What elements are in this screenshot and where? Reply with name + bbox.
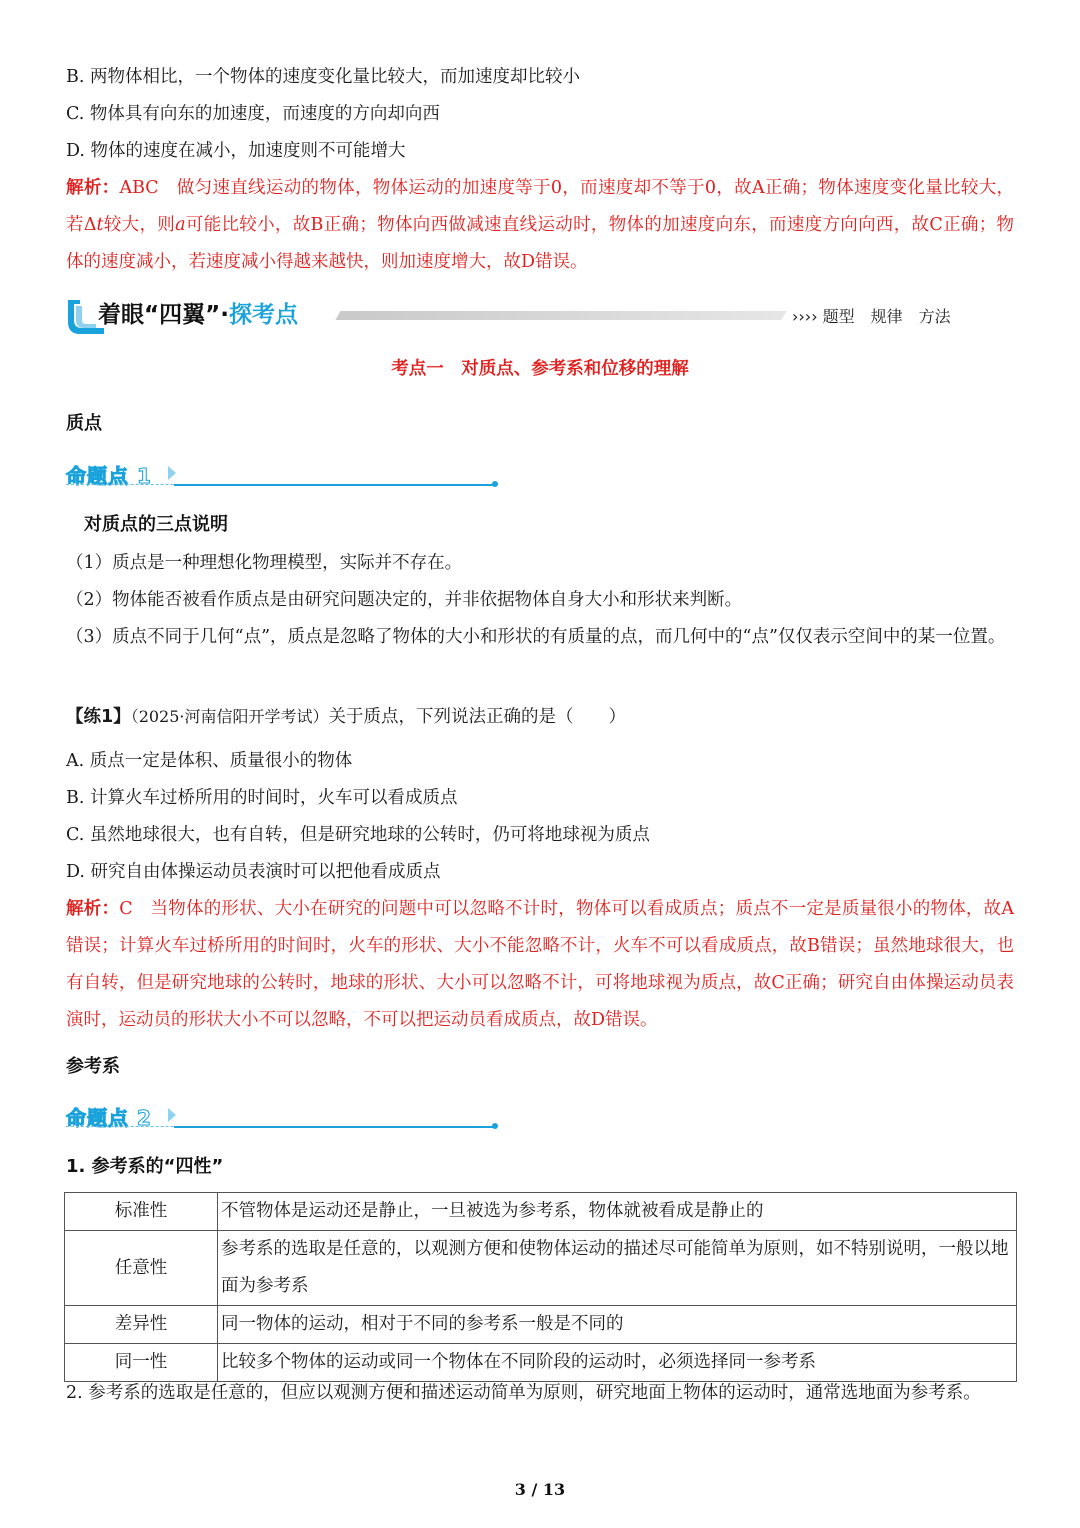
- exercise-1: [66, 698, 626, 736]
- banner-title: [98, 296, 298, 329]
- option-a: A. 质点一定是体积、质量很小的物体: [66, 751, 353, 771]
- banner-tags: ›››› 题型 规律 方法: [792, 307, 951, 326]
- analysis-var-a: a: [175, 215, 186, 235]
- exercise-source: （2025·河南信阳开学考试）: [130, 707, 329, 726]
- table-value: 比较多个物体的运动或同一个物体在不同阶段的运动时，必须选择同一参考系: [218, 1344, 1017, 1382]
- point-1: （1）质点是一种理想化物理模型，实际并不存在。: [66, 553, 463, 573]
- sub2-title: 1. 参考系的“四性”: [66, 1156, 224, 1177]
- analysis-var-t: t: [96, 215, 104, 235]
- table-row: [65, 1193, 1017, 1231]
- analysis-text: 较大，则: [103, 215, 176, 235]
- analysis-text: 做匀速直线运动的物体，物体运动的加速度等于0，而速度却不等于0，故A正确；物体速度变化量比较大，若Δ: [66, 178, 1015, 235]
- table-value: 参考系的选取是任意的，以观测方便和使物体运动的描述尽可能简单为原则，如不特别说明，一般以地面为参考系: [218, 1231, 1017, 1306]
- mingti-underline: [174, 484, 494, 486]
- analysis-label: 解析：: [66, 899, 120, 919]
- banner-title-highlight: 探考点: [228, 302, 298, 328]
- analysis-label: 解析：: [66, 178, 120, 198]
- analysis-text: 可能比较小，故B正确；物体向西做减速直线运动时，物体的加速度向东，而速度方向向西，故C正确；物体的速度减小，若速度减小得越来越快，则加速度增大，故D错误。: [66, 215, 1015, 272]
- table-key: 差异性: [65, 1306, 218, 1344]
- dot-icon: [492, 1123, 498, 1129]
- option-b: B. 计算火车过桥所用的时间时，火车可以看成质点: [66, 788, 458, 808]
- table-value: 同一物体的运动，相对于不同的参考系一般是不同的: [218, 1306, 1017, 1344]
- table-key: 标准性: [65, 1193, 218, 1231]
- analysis-answer: C: [119, 899, 133, 919]
- table-key: 同一性: [65, 1344, 218, 1382]
- table-key: 任意性: [65, 1231, 218, 1306]
- banner-bar: [335, 311, 786, 320]
- triangle-icon: [168, 1108, 176, 1122]
- point-2: （2）物体能否被看作质点是由研究问题决定的，并非依据物体自身大小和形状来判断。: [66, 590, 743, 610]
- table-value: 不管物体是运动还是静止，一旦被选为参考系，物体就被看成是静止的: [218, 1193, 1017, 1231]
- section-banner: [66, 294, 986, 338]
- sub1-title: 对质点的三点说明: [84, 514, 228, 535]
- point-3: （3）质点不同于几何“点”，质点是忽略了物体的大小和形状的有质量的点，而几何中的“点”仅仅表示空间中的某一位置。: [66, 627, 1006, 647]
- kaodian-title: 考点一 对质点、参考系和位移的理解: [391, 359, 689, 379]
- note-2: 2. 参考系的选取是任意的，但应以观测方便和描述运动简单为原则，研究地面上物体的运动时，通常选地面为参考系。: [66, 1383, 981, 1403]
- reference-frame-table: [64, 1192, 1017, 1382]
- analysis-1: [66, 170, 1014, 281]
- option-c: C. 虽然地球很大，也有自转，但是研究地球的公转时，仍可将地球视为质点: [66, 825, 650, 845]
- page-number: 3 / 13: [514, 1480, 566, 1499]
- option-c-top: C. 物体具有向东的加速度，而速度的方向却向西: [66, 104, 440, 124]
- triangle-icon: [168, 466, 176, 480]
- mingti-label: 命题点 1: [66, 464, 152, 488]
- section-zhidian: 质点: [66, 413, 102, 434]
- option-b-top: B. 两物体相比，一个物体的速度变化量比较大，而加速度却比较小: [66, 67, 580, 87]
- banner-title-main: 着眼“四翼”·: [98, 302, 229, 328]
- dot-icon: [492, 481, 498, 487]
- section-cankaoxi: 参考系: [66, 1056, 120, 1077]
- analysis-2: [66, 891, 1014, 1039]
- mingti-label: 命题点 2: [66, 1106, 152, 1130]
- analysis-text: 当物体的形状、大小在研究的问题中可以忽略不计时，物体可以看成质点；质点不一定是质量很小的物体，故A错误；计算火车过桥所用的时间时，火车的形状、大小不能忽略不计，火车不可以看成质点，故B错误；虽然地球很大，也有自转，但是研究地球的公转时，地球的形状、大小可以忽略不计，可将地球视为质点，故C正确；研究自由体操运动员表演时，运动员的形状大小不可以忽略，不可以把运动员看成质点，故D错误。: [66, 899, 1015, 1030]
- analysis-answer: ABC: [119, 178, 159, 198]
- mingti-underline: [174, 1126, 494, 1128]
- option-d-top: D. 物体的速度在减小，加速度则不可能增大: [66, 141, 406, 161]
- table-row: [65, 1231, 1017, 1306]
- mingti-heading-1: [66, 460, 506, 492]
- mingti-heading-2: [66, 1102, 506, 1134]
- table-row: [65, 1306, 1017, 1344]
- exercise-tag: 【练1】: [66, 707, 131, 727]
- option-d: D. 研究自由体操运动员表演时可以把他看成质点: [66, 862, 441, 882]
- exercise-question: 关于质点，下列说法正确的是（ ）: [328, 707, 626, 727]
